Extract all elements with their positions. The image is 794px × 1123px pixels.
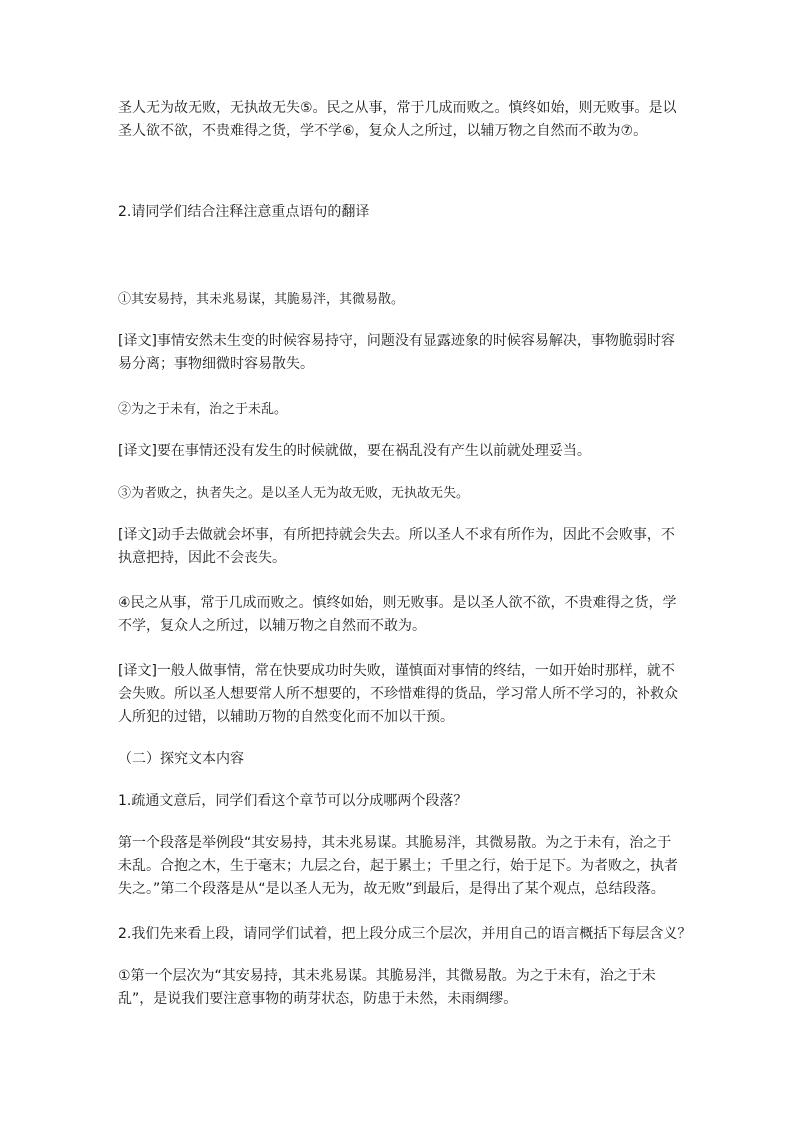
text-line: [译文]要在事情还没有发生的时候就做，要在祸乱没有产生以前就处理妥当。 — [118, 443, 591, 459]
text-line: 人所犯的过错，以辅助万物的自然变化而不加以干预。 — [118, 709, 454, 725]
classical-text-paragraph — [118, 97, 678, 143]
text-line: 执意把持，因此不会丧失。 — [118, 550, 286, 566]
text-line: 未乱。合抱之木，生于毫末；九层之台，起于累土；千里之行，始于足下。为者败之，执者 — [118, 858, 678, 874]
text-line: 会失败。所以圣人想要常人所不想要的，不珍惜难得的货品，学习常人所不学习的，补救众 — [118, 686, 678, 702]
translation-paragraph — [118, 660, 678, 729]
sentence-quote — [118, 288, 678, 311]
text-line: 失之。”第二个段落是从“是以圣人无为，故无败”到最后，是得出了某个观点，总结段落。 — [118, 881, 665, 897]
translation-paragraph — [118, 330, 678, 376]
translation-paragraph — [118, 524, 678, 570]
text-line: 乱”，是说我们要注意事物的萌芽状态，防患于未然，未雨绸缪。 — [118, 991, 518, 1007]
text-line: 2.请同学们结合注释注意重点语句的翻译 — [118, 204, 370, 220]
text-line: [译文]事情安然未生变的时候容易持守，问题没有显露迹象的时候容易解决，事物脆弱时容 — [118, 333, 675, 349]
question-paragraph — [118, 923, 692, 946]
text-line: ①第一个层次为“其安易持，其未兆易谋。其脆易泮，其微易散。为之于未有，治之于未 — [118, 968, 656, 984]
text-line: 圣人无为故无败，无执故无失⑤。民之从事，常于几成而败之。慎终如始，则无败事。是以 — [118, 100, 677, 116]
translation-paragraph — [118, 440, 678, 463]
sentence-quote — [118, 592, 678, 638]
text-line: ③为者败之，执者失之。是以圣人无为故无败，无执故无失。 — [118, 486, 470, 501]
section-heading — [118, 748, 678, 771]
sentence-quote — [118, 482, 678, 505]
answer-paragraph — [118, 832, 678, 901]
text-line: 第一个段落是举例段“其安易持，其未兆易谋。其脆易泮，其微易散。为之于未有，治之于 — [118, 835, 672, 851]
text-line: [译文]一般人做事情，常在快要成功时失败，谨慎面对事情的终结，一如开始时那样，就不 — [118, 663, 675, 679]
text-line: ④民之从事，常于几成而败之。慎终如始，则无败事。是以圣人欲不欲，不贵难得之货，学 — [118, 595, 677, 611]
sentence-quote — [118, 398, 678, 421]
text-line: 2.我们先来看上段，请同学们试着，把上段分成三个层次，并用自己的语言概括下每层含义？ — [118, 926, 692, 942]
text-line: ②为之于未有，治之于未乱。 — [118, 402, 288, 417]
text-line: 易分离；事物细微时容易散失。 — [118, 356, 314, 372]
text-line: 圣人欲不欲，不贵难得之货，学不学⑥，复众人之所过，以辅万物之自然而不敢为⑦。 — [118, 123, 648, 139]
text-line: （二）探究文本内容 — [118, 751, 244, 767]
text-line: [译文]动手去做就会坏事，有所把持就会失去。所以圣人不求有所作为，因此不会败事，不 — [118, 527, 675, 543]
question-paragraph — [118, 790, 678, 813]
text-line: ①其安易持，其未兆易谋，其脆易泮，其微易散。 — [118, 292, 405, 307]
section-heading — [118, 201, 678, 224]
text-line: 1.疏通文意后，同学们看这个章节可以分成哪两个段落？ — [118, 793, 468, 809]
text-line: 不学，复众人之所过，以辅万物之自然而不敢为。 — [118, 618, 426, 634]
answer-paragraph — [118, 965, 678, 1011]
